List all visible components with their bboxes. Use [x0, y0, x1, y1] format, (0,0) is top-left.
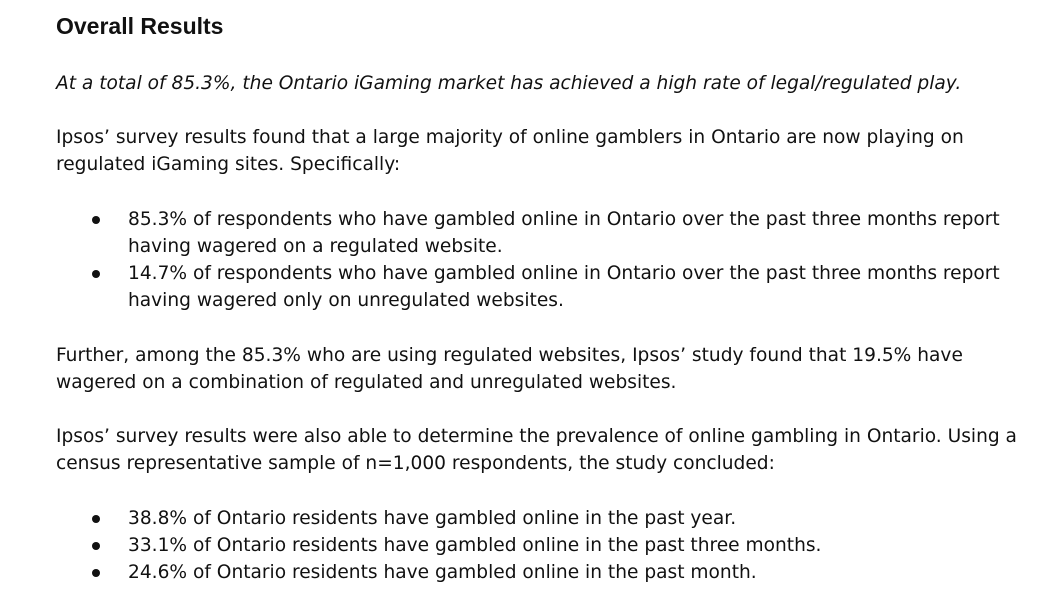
bullet-line: having wagered only on unregulated websites. [128, 290, 564, 311]
bullet-line: 85.3% of respondents who have gambled online in Ontario over the past three months report [128, 209, 1000, 230]
paragraph-line: Ipsos’ survey results found that a large majority of online gamblers in Ontario are now playing on [56, 127, 964, 148]
bullet-item [56, 206, 1000, 260]
lead-statement [56, 70, 961, 97]
paragraph-combination-wagering [56, 342, 963, 396]
bullet-item [56, 532, 821, 559]
bullet-item [56, 260, 1000, 314]
bullet-line: 14.7% of respondents who have gambled online in Ontario over the past three months report [128, 263, 1000, 284]
paragraph-line: regulated iGaming sites. Specifically: [56, 154, 401, 175]
bullet-list-prevalence [56, 505, 821, 586]
bullet-item [56, 559, 821, 586]
paragraph-line: wagered on a combination of regulated and unregulated websites. [56, 372, 677, 393]
bullet-line: 38.8% of Ontario residents have gambled online in the past year. [128, 508, 737, 529]
bullet-list-regulated-play [56, 206, 1000, 314]
paragraph-line: Ipsos’ survey results were also able to determine the prevalence of online gambling in Ontario. Using a [56, 426, 1017, 447]
paragraph-prevalence [56, 423, 1017, 477]
paragraph-survey-findings [56, 124, 964, 178]
section-heading: Overall Results [56, 13, 224, 39]
bullet-line: having wagered on a regulated website. [128, 236, 503, 257]
paragraph-line: Further, among the 85.3% who are using regulated websites, Ipsos’ study found that 19.5% have [56, 345, 963, 366]
bullet-line: 24.6% of Ontario residents have gambled online in the past month. [128, 562, 757, 583]
bullet-icon [92, 270, 100, 278]
bullet-icon [92, 569, 100, 577]
bullet-icon [92, 515, 100, 523]
paragraph-line: census representative sample of n=1,000 respondents, the study concluded: [56, 453, 775, 474]
bullet-line: 33.1% of Ontario residents have gambled online in the past three months. [128, 535, 822, 556]
bullet-item [56, 505, 821, 532]
bullet-icon [92, 542, 100, 550]
bullet-icon [92, 216, 100, 224]
lead-line: At a total of 85.3%, the Ontario iGaming market has achieved a high rate of legal/regulated play. [56, 73, 962, 94]
